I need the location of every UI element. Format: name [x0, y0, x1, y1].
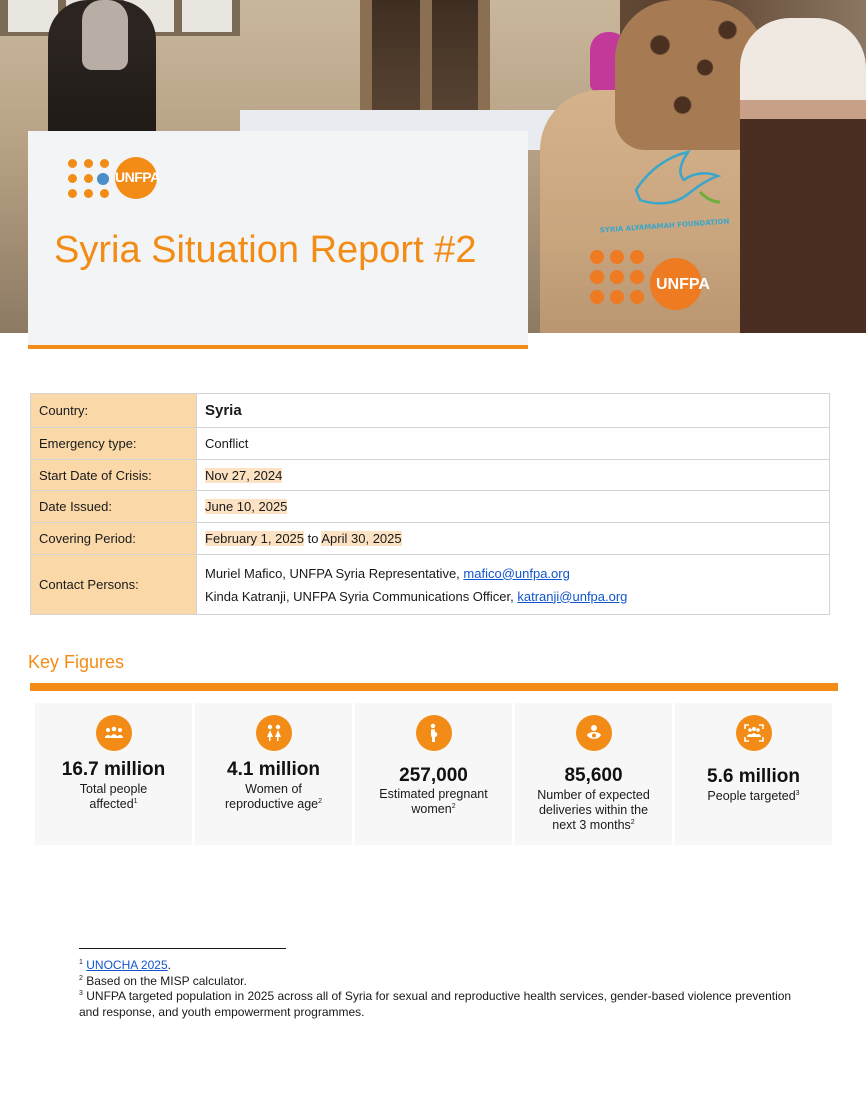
- covering-period-label: Covering Period:: [31, 523, 197, 555]
- country-label: Country:: [31, 394, 197, 428]
- figure-label: People targeted$^3$: [707, 789, 800, 803]
- footnotes: [79, 958, 799, 1020]
- unocha-link[interactable]: UNOCHA 2025: [86, 958, 168, 972]
- report-info-table: [30, 393, 830, 615]
- title-card: [28, 131, 528, 349]
- figure-value: 257,000: [399, 765, 468, 786]
- figure-card-pregnant-women: [355, 703, 512, 845]
- emergency-type-value: Conflict: [197, 428, 830, 460]
- target-people-icon: [736, 715, 772, 751]
- email-link[interactable]: katranji@unfpa.org: [517, 588, 628, 604]
- contact-person: Kinda Katranji, UNFPA Syria Communications Officer, katranji@unfpa.org: [205, 588, 628, 604]
- key-figures-heading: Key Figures: [28, 652, 125, 672]
- table-row: [31, 428, 830, 460]
- figure-card-people-targeted: [675, 703, 832, 845]
- table-row: [31, 491, 830, 523]
- figure-label: Total people affected$^1$: [79, 782, 148, 811]
- figure-card-expected-deliveries: [515, 703, 672, 845]
- footnote-ref: 3: [795, 789, 800, 797]
- figure-card-total-affected: [35, 703, 192, 845]
- footnote-2: $^2$ Based on the MISP calculator.: [79, 973, 247, 988]
- footnote-ref: 2: [630, 818, 635, 826]
- figure-label: Number of expected deliveries within the next 3 months$^2$: [537, 788, 650, 832]
- key-figures-cards: [35, 703, 832, 845]
- woman-in-headscarf: [48, 0, 156, 135]
- figure-label: Women of reproductive age$^2$: [224, 782, 323, 811]
- contact-persons-label: Contact Persons:: [31, 555, 197, 615]
- table-row: [31, 394, 830, 428]
- table-row: [31, 555, 830, 615]
- figure-label: Estimated pregnant women$^2$: [379, 787, 488, 816]
- figure-value: 85,600: [564, 765, 623, 786]
- figure-value: 4.1 million: [227, 759, 320, 780]
- baby-icon: [576, 715, 612, 751]
- period-to-word: to: [307, 531, 319, 546]
- key-figures-divider: [30, 683, 838, 691]
- table-row: [31, 460, 830, 491]
- women-icon: [256, 715, 292, 751]
- doorway: [360, 0, 490, 120]
- contact-person: Muriel Mafico, UNFPA Syria Representative, mafico@unfpa.org: [205, 565, 570, 581]
- footnote-3: $^3$ UNFPA targeted population in 2025 across all of Syria for sexual and reproductive health services, gender-based violence prevention and response, and youth empowerment programmes.: [79, 989, 792, 1019]
- logo-text: UNFPA: [115, 169, 160, 185]
- footnote-ref: 2: [318, 797, 323, 805]
- email-link[interactable]: mafico@unfpa.org: [463, 565, 570, 581]
- figure-value: 16.7 million: [61, 759, 166, 780]
- date-issued-label: Date Issued:: [31, 491, 197, 523]
- un-emblem-icon: [97, 173, 109, 185]
- woman-in-white-headscarf: [740, 18, 866, 333]
- unfpa-logo: [68, 157, 168, 203]
- country-value: Syria: [197, 394, 830, 428]
- period-to: April 30, 2025: [321, 531, 402, 546]
- date-issued-value: June 10, 2025: [205, 499, 288, 514]
- vest-org-text: SYRIA ALYAMAMAH FOUNDATION: [599, 217, 730, 235]
- footnote-divider: [79, 948, 286, 949]
- pregnant-woman-icon: [416, 715, 452, 751]
- people-group-icon: [96, 715, 132, 751]
- start-date-value: Nov 27, 2024: [205, 467, 283, 483]
- emergency-type-label: Emergency type:: [31, 428, 197, 460]
- footnote-1: $^1$ UNOCHA 2025.: [79, 958, 171, 972]
- figure-card-women-reproductive-age: [195, 703, 352, 845]
- dove-icon: [630, 150, 722, 220]
- period-from: February 1, 2025: [205, 531, 305, 546]
- table-row: [31, 523, 830, 555]
- start-date-label: Start Date of Crisis:: [31, 460, 197, 491]
- footnote-ref: 2: [451, 802, 456, 810]
- footnote-ref: 1: [133, 797, 138, 805]
- vest-unfpa-logo: UNFPA: [590, 250, 644, 304]
- page-title: Syria Situation Report #2: [54, 229, 477, 271]
- figure-value: 5.6 million: [707, 766, 800, 787]
